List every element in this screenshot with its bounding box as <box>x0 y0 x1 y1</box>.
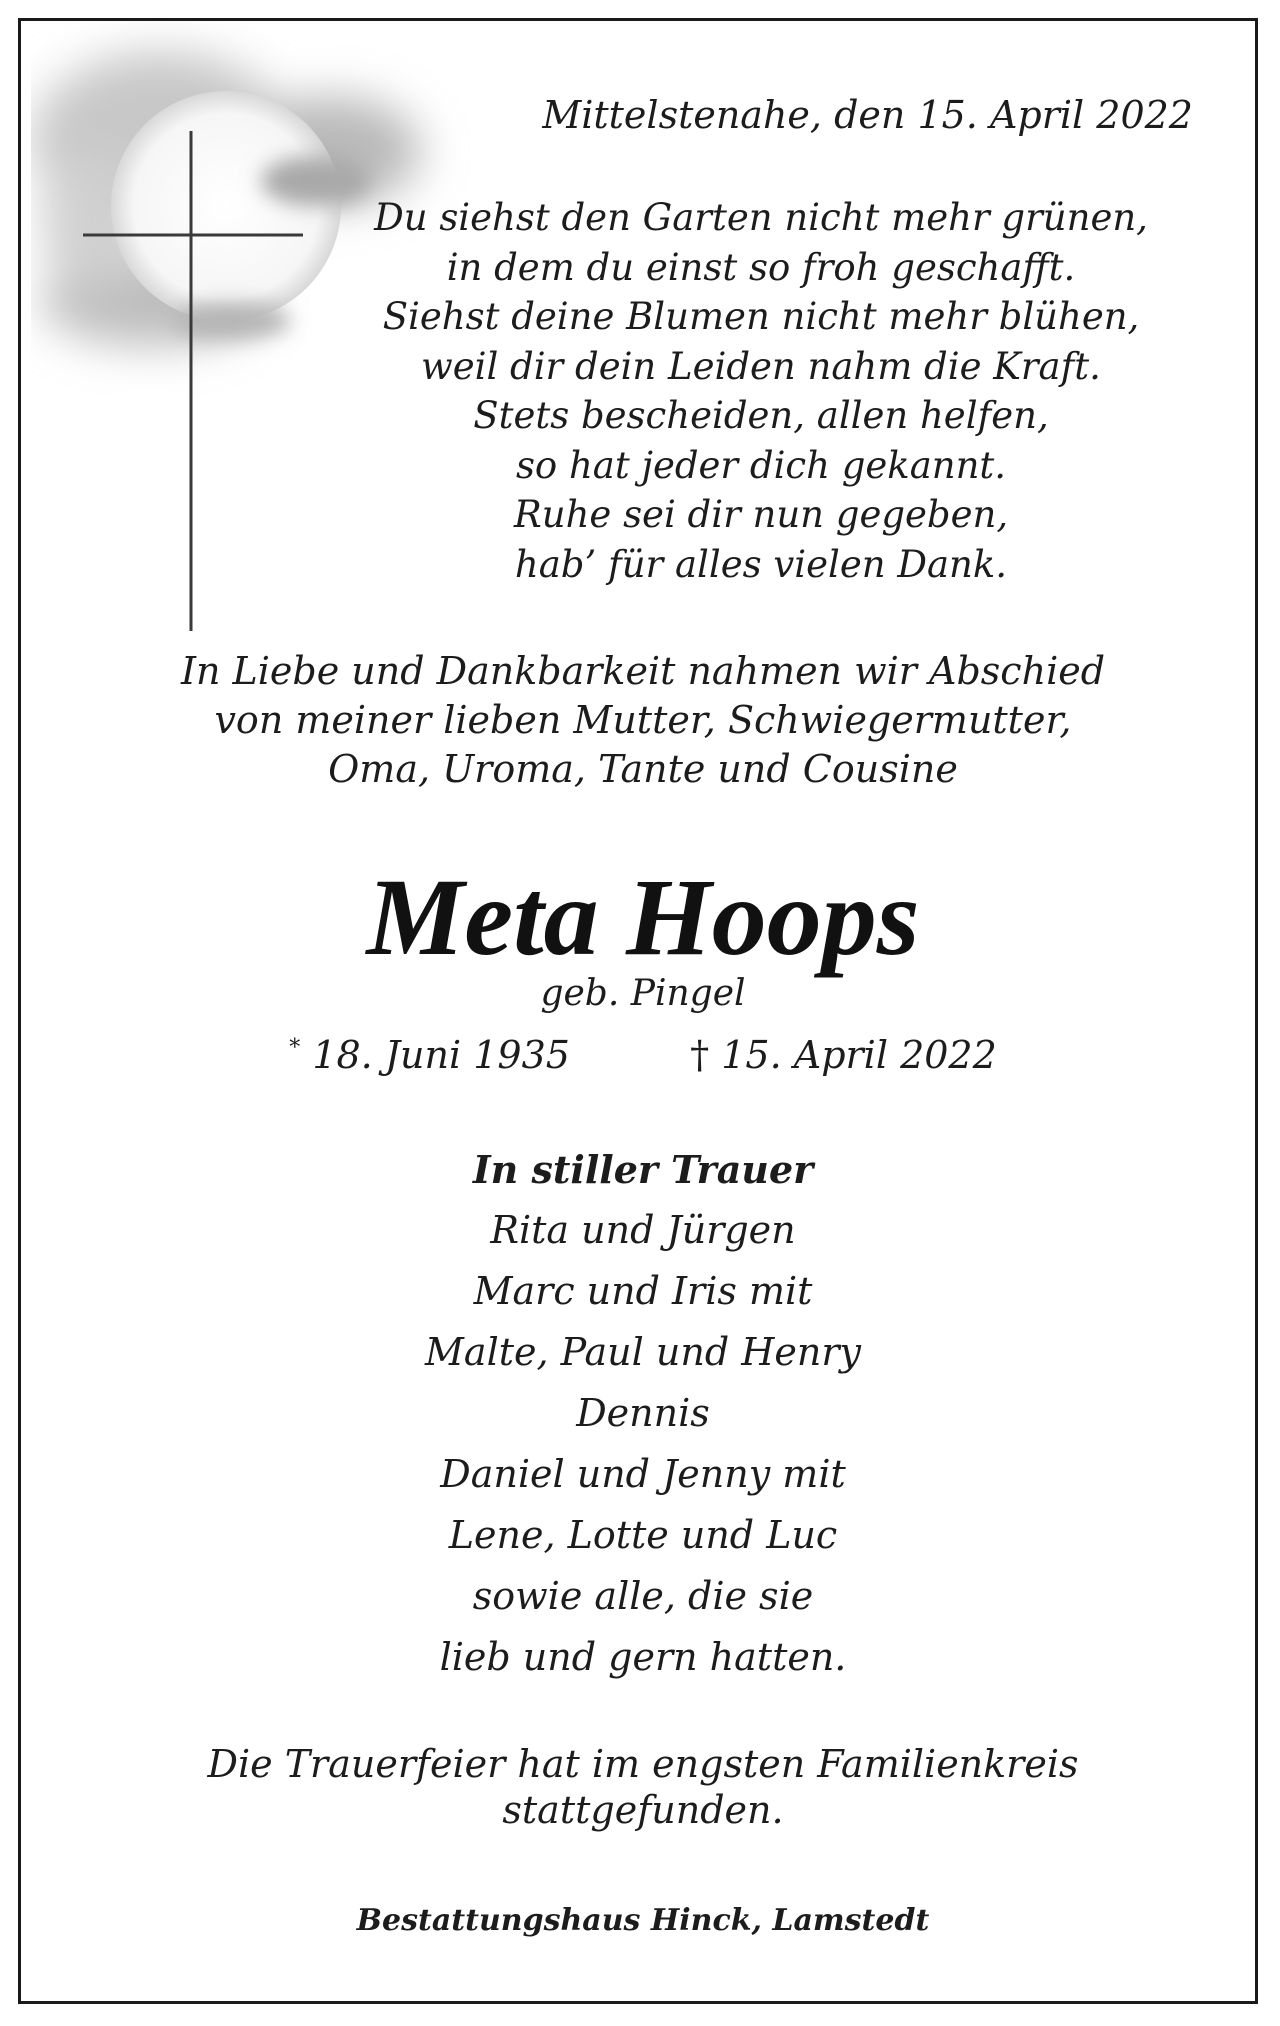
mourner-line: Lene, Lotte und Luc <box>448 1513 838 1557</box>
poem-line: so hat jeder dich gekannt. <box>515 443 1007 487</box>
funeral-home: Bestattungshaus Hinck, Lamstedt <box>356 1903 930 1938</box>
intro-line: Oma, Uroma, Tante und Cousine <box>328 747 958 791</box>
ceremony-line: stattgefunden. <box>502 1788 784 1832</box>
mourner-line: Malte, Paul und Henry <box>425 1330 861 1374</box>
mourner-line: lieb und gern hatten. <box>439 1635 847 1679</box>
life-dates <box>18 1033 1258 1077</box>
maiden-name: geb. Pingel <box>540 973 746 1014</box>
poem-line: weil dir dein Leiden nahm die Kraft. <box>421 344 1101 388</box>
intro-line: In Liebe und Dankbarkeit nahmen wir Abschied <box>180 649 1106 693</box>
place-date: Mittelstenahe, den 15. April 2022 <box>542 93 1193 137</box>
poem-line: in dem du einst so froh geschafft. <box>446 245 1076 289</box>
deceased-name: Meta Hoops <box>366 856 920 978</box>
poem-line: hab’ für alles vielen Dank. <box>514 542 1008 586</box>
birth-date: 18. Juni 1935 <box>312 1033 570 1077</box>
mourners-list <box>18 1139 1258 1688</box>
birth-star-icon: * <box>289 1035 301 1061</box>
mourners-heading: In stiller Trauer <box>472 1147 814 1192</box>
mourner-line: Daniel und Jenny mit <box>440 1452 846 1496</box>
farewell-intro <box>18 647 1258 794</box>
mourner-line: Dennis <box>576 1391 710 1435</box>
ceremony-line: Die Trauerfeier hat im engsten Familienkreis <box>207 1742 1079 1786</box>
sun-circle <box>111 91 341 321</box>
poem-line: Stets bescheiden, allen helfen, <box>473 394 1049 437</box>
death-cross-icon: † <box>690 1033 710 1077</box>
mourner-line: Rita und Jürgen <box>490 1208 796 1252</box>
mourner-line: Marc und Iris mit <box>473 1269 813 1313</box>
poem-line: Du siehst den Garten nicht mehr grünen, <box>374 196 1148 239</box>
death-date: 15. April 2022 <box>721 1033 997 1077</box>
obituary-notice <box>18 18 1258 2004</box>
poem-line: Ruhe sei dir nun gegeben, <box>513 493 1009 536</box>
mourner-line: sowie alle, die sie <box>472 1574 814 1618</box>
poem <box>351 193 1171 589</box>
ceremony-note <box>18 1741 1258 1833</box>
intro-line: von meiner lieben Mutter, Schwiegermutter, <box>214 698 1072 742</box>
poem-line: Siehst deine Blumen nicht mehr blühen, <box>382 295 1140 338</box>
